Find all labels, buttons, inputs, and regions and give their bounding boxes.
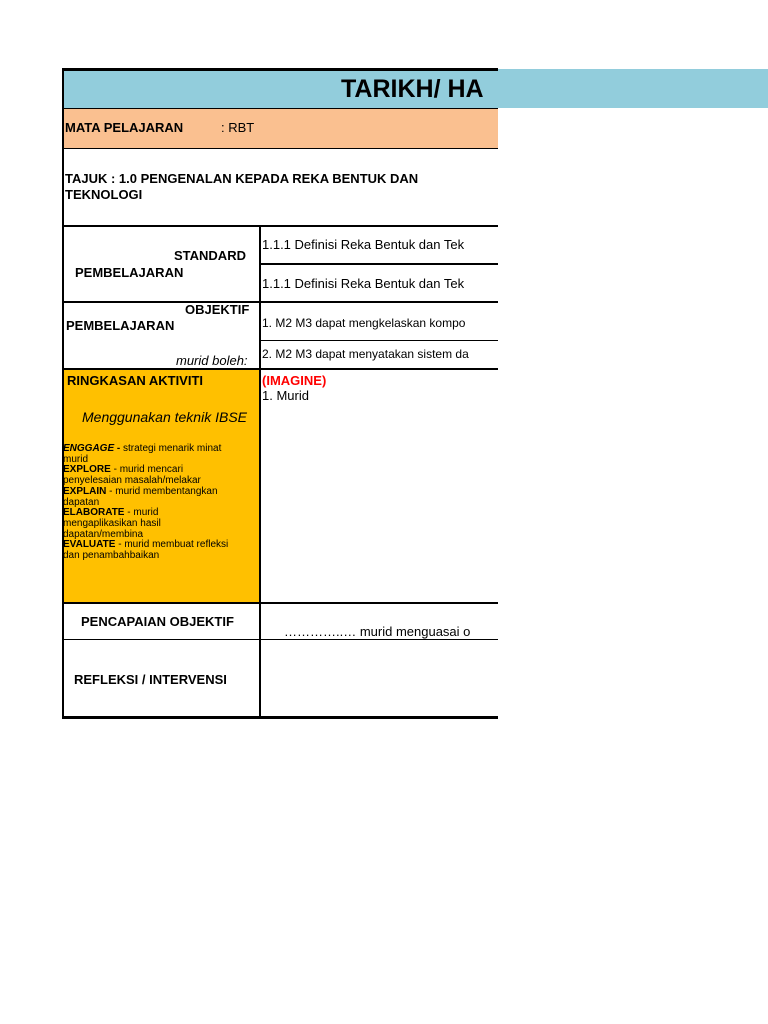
step-enggage	[63, 444, 259, 455]
achievement-value: …………..… murid menguasai o	[284, 624, 471, 639]
step-desc: murid membentangkan	[115, 485, 218, 497]
objective-item-2: 2. M2 M3 dapat menyatakan sistem da	[262, 347, 469, 361]
step-term: ELABORATE	[63, 507, 125, 519]
standard-item-1: 1.1.1 Definisi Reka Bentuk dan Tek	[262, 237, 465, 252]
border-topic	[62, 148, 498, 149]
step-desc-cont: dan penambahbaikan	[63, 550, 160, 562]
step-sep: -	[106, 485, 116, 497]
step-sep: -	[110, 464, 120, 476]
page-title: TARIKH/ HA	[341, 75, 484, 103]
step-desc: murid mencari	[119, 464, 184, 476]
border-top	[62, 68, 498, 71]
border-standard-mid	[260, 263, 498, 265]
step-term: ENGGAGE	[63, 443, 115, 454]
border-standard-top	[62, 225, 498, 227]
step-desc: strategi menarik minat	[123, 443, 222, 454]
step-desc: murid membuat refleksi	[124, 539, 229, 551]
topic-line-1: TAJUK : 1.0 PENGENALAN KEPADA REKA BENTUK DAN	[65, 171, 419, 186]
activity-steps	[63, 444, 259, 562]
step-term: EXPLAIN	[63, 485, 107, 497]
step-sep: -	[114, 443, 124, 454]
step-desc-cont: dapatan/membina	[63, 528, 144, 540]
step-desc-cont: mengaplikasikan hasil	[63, 517, 161, 529]
step-explain	[63, 487, 259, 498]
step-term: EVALUATE	[63, 539, 116, 551]
border-left	[62, 68, 64, 719]
standard-item-2: 1.1.1 Definisi Reka Bentuk dan Tek	[262, 276, 465, 291]
step-sep: -	[124, 507, 134, 519]
border-activity-top	[62, 368, 498, 370]
activity-title: RINGKASAN AKTIVITI	[67, 373, 204, 388]
standard-label-line-2: PEMBELAJARAN	[75, 265, 184, 280]
border-bottom	[62, 716, 498, 719]
topic-line-2: TEKNOLOGI	[65, 187, 143, 202]
subject-value: : RBT	[221, 120, 255, 135]
border-achievement-top	[62, 602, 498, 604]
border-objective-mid	[260, 340, 498, 341]
reflection-label: REFLEKSI / INTERVENSI	[74, 672, 227, 687]
objective-item-1: 1. M2 M3 dapat mengkelaskan kompo	[262, 316, 466, 330]
objective-label-line-2: PEMBELAJARAN	[66, 318, 175, 333]
step-desc: murid	[133, 507, 159, 519]
standard-label-line-1: STANDARD	[174, 248, 246, 263]
border-reflection-top	[62, 639, 498, 640]
border-subject	[62, 108, 498, 109]
border-label-column	[259, 225, 261, 719]
objective-label-line-1: OBJEKTIF	[185, 302, 250, 317]
step-desc-cont: dapatan	[63, 496, 100, 508]
activity-content-line-1: 1. Murid	[262, 388, 309, 403]
activity-technique: Menggunakan teknik IBSE	[82, 409, 247, 425]
step-sep: -	[115, 539, 125, 551]
objective-label-line-3: murid boleh:	[176, 353, 248, 368]
step-term: EXPLORE	[63, 464, 111, 476]
step-desc-cont: penyelesaian masalah/melakar	[63, 475, 201, 487]
achievement-label: PENCAPAIAN OBJEKTIF	[81, 614, 234, 629]
border-objective-top	[62, 301, 498, 303]
imagine-heading: (IMAGINE)	[262, 373, 327, 388]
step-desc-cont: murid	[63, 453, 89, 465]
subject-label: MATA PELAJARAN	[65, 120, 184, 135]
